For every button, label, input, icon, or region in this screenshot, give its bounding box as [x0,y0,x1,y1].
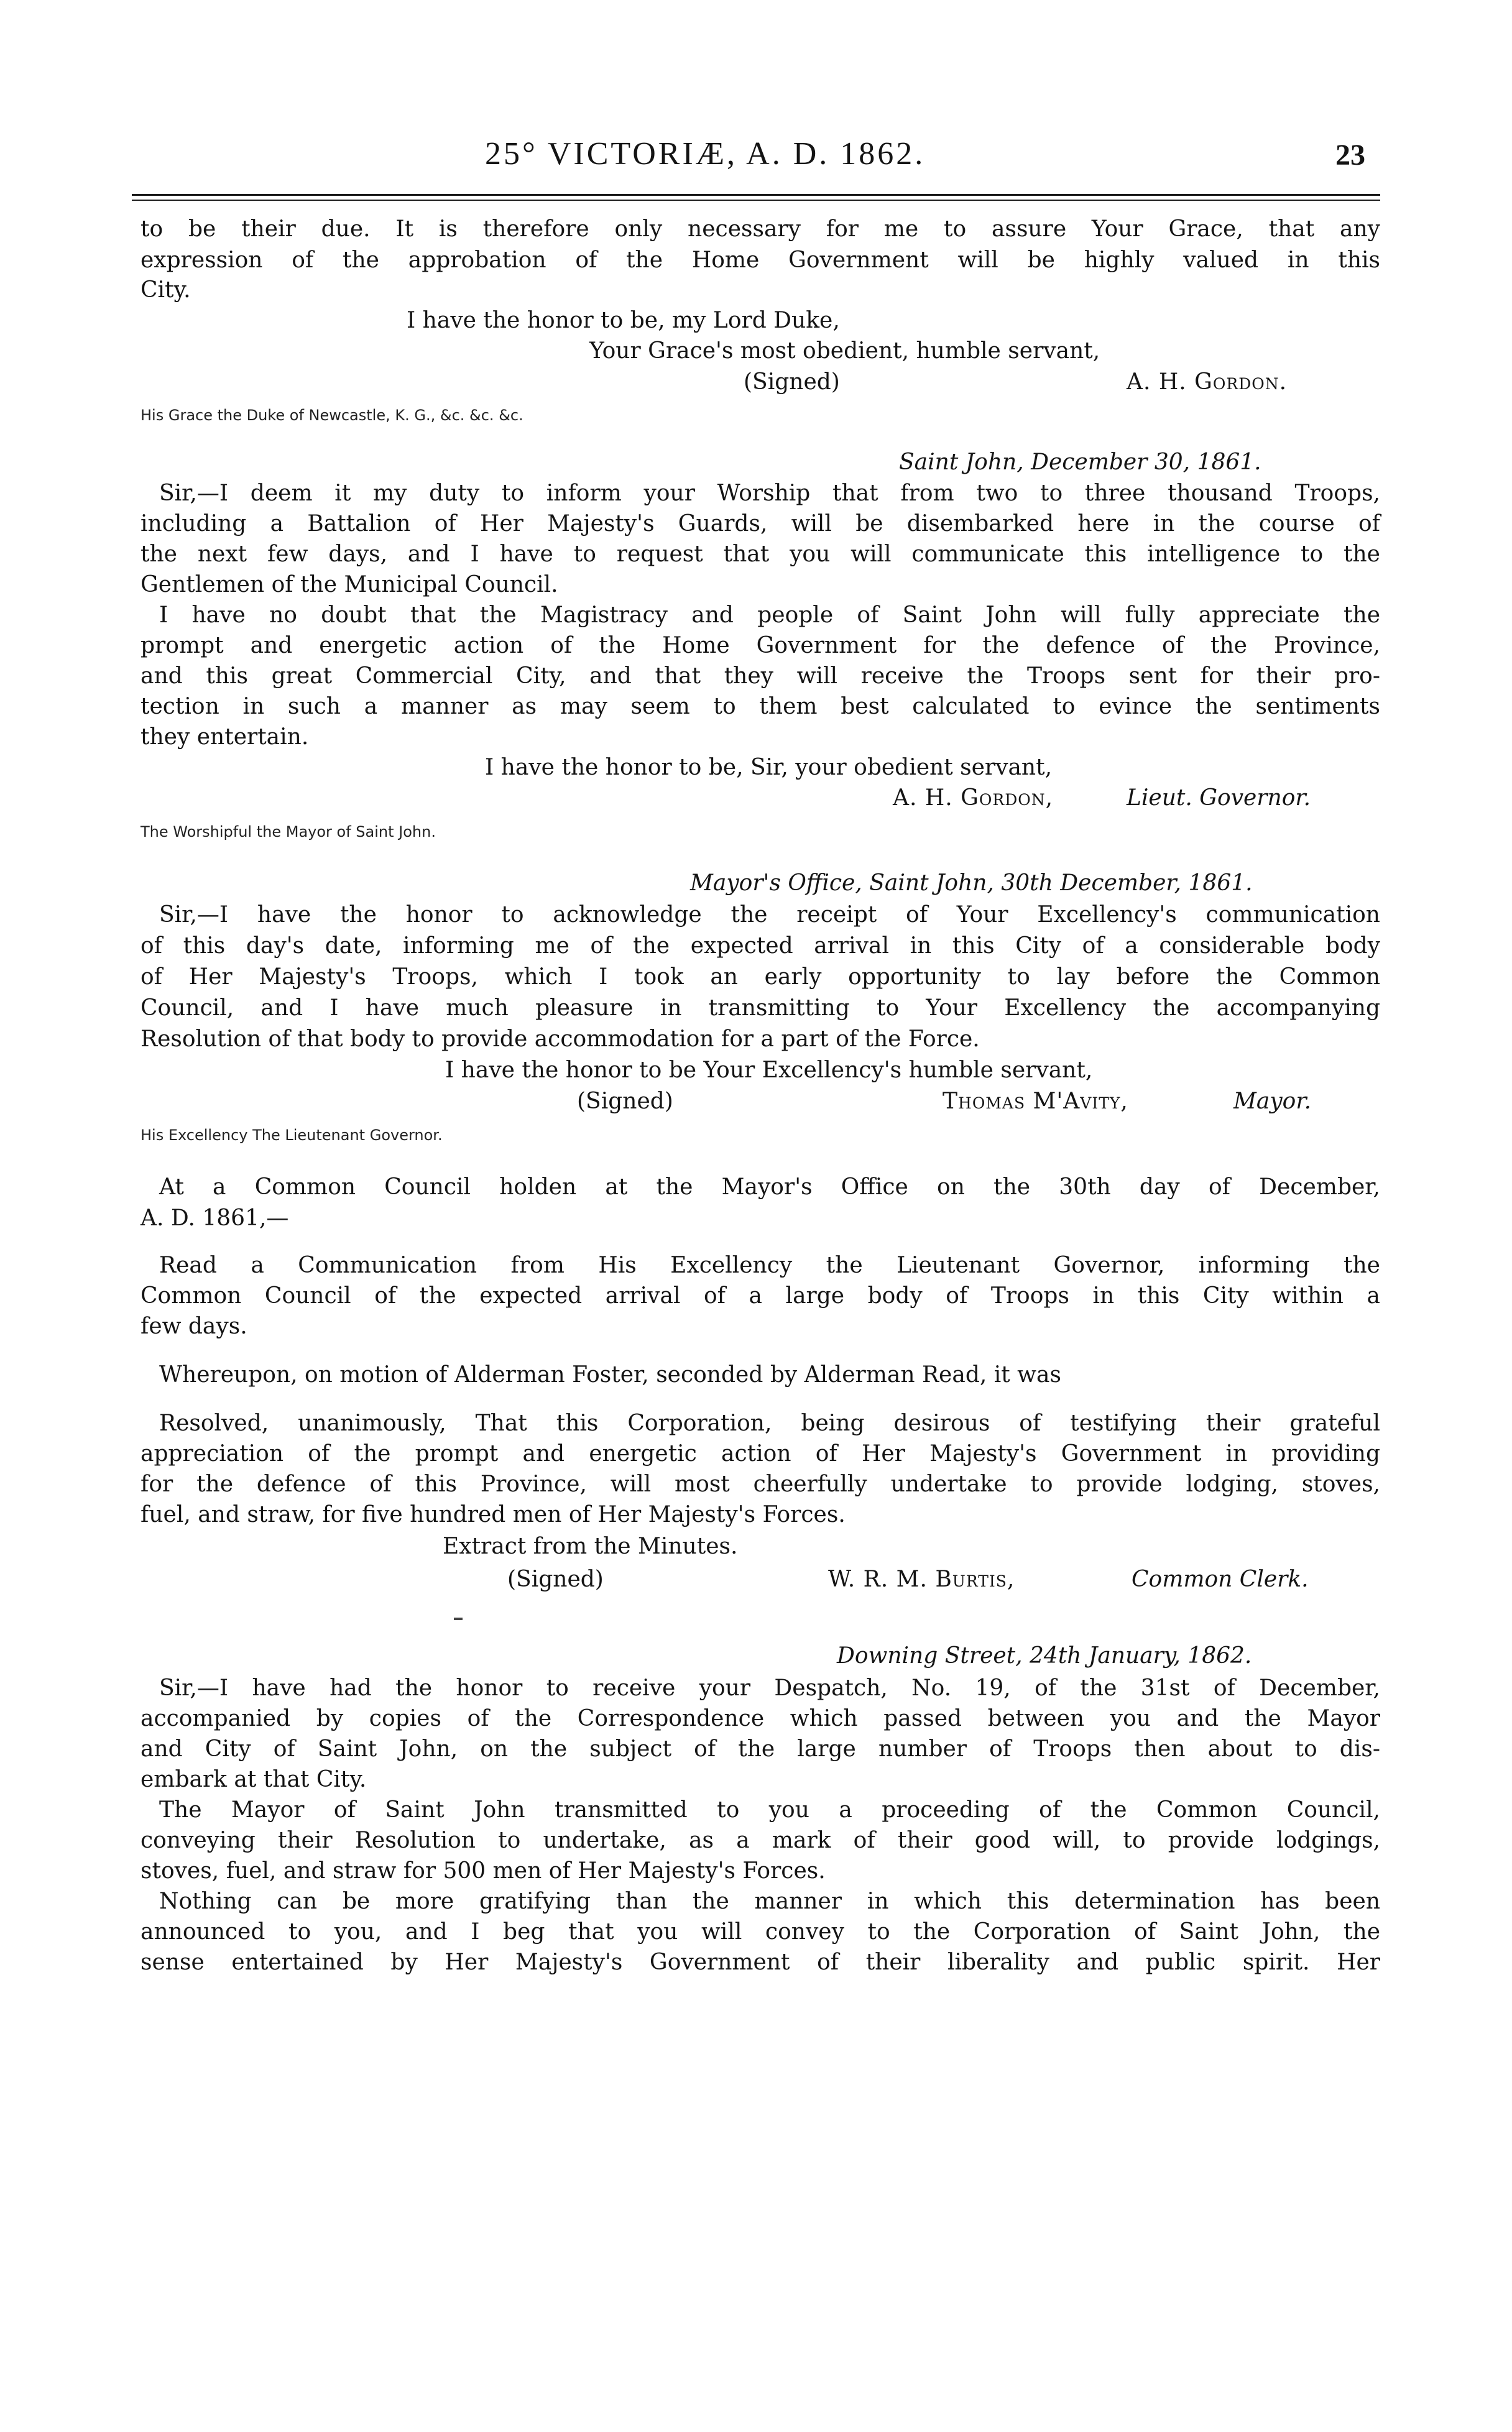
body-line: announced to you, and I beg that you will convey to the Corporation of Saint John, the [141,1919,1380,1945]
body-line: A. D. 1861,— [141,1205,289,1231]
body-line: Council, and I have much pleasure in transmitting to Your Excellency the accompanying [141,995,1380,1021]
body-line: I have no doubt that the Magistracy and people of Saint John will fully appreciate the [159,602,1380,628]
closing-line: I have the honor to be, Sir, your obedient servant, [485,755,1053,780]
body-line: The Mayor of Saint John transmitted to you a proceeding of the Common Council, [159,1797,1380,1823]
body-line: Common Council of the expected arrival of a large body of Troops in this City within a [141,1283,1380,1309]
closing-line: Your Grace's most obedient, humble servant, [589,338,1100,364]
signature-title: Lieut. Governor. [1127,785,1311,811]
body-line: tection in such a manner as may seem to them best calculated to evince the sentiments [141,694,1380,719]
body-line: few days. [141,1314,247,1339]
signature: A. H. Gordon. [1127,369,1288,395]
signature-title: Common Clerk. [1132,1567,1309,1592]
body-line: Sir,—I deem it my duty to inform your Worship that from two to three thousand Troops, [159,481,1380,506]
addressee: The Worshipful the Mayor of Saint John. [141,823,436,841]
body-line: stoves, fuel, and straw for 500 men of Her Majesty's Forces. [141,1858,826,1884]
body-line: of Her Majesty's Troops, which I took an early opportunity to lay before the Common [141,964,1380,990]
body-line: Gentlemen of the Municipal Council. [141,572,558,597]
closing-line: I have the honor to be, my Lord Duke, [407,308,840,333]
body-line: Sir,—I have the honor to acknowledge the receipt of Your Excellency's communication [159,902,1380,928]
addressee: His Grace the Duke of Newcastle, K. G., &c. &c. &c. [141,407,523,424]
signature-title: Mayor. [1233,1089,1312,1114]
body-line: At a Common Council holden at the Mayor's Office on the 30th day of December, [159,1174,1380,1200]
body-line: Nothing can be more gratifying than the manner in which this determination has been [159,1889,1380,1914]
addressee: His Excellency The Lieutenant Governor. [141,1126,443,1144]
body-line: Read a Communication from His Excellency the Lieutenant Governor, informing the [159,1253,1380,1278]
body-line: Resolution of that body to provide accommodation for a part of the Force. [141,1026,980,1052]
body-line: Resolved, unanimously, That this Corporation, being desirous of testifying their grateful [159,1411,1380,1436]
signed-label: (Signed) [744,369,840,395]
body-line: and City of Saint John, on the subject of the large number of Troops then about to dis- [141,1736,1380,1762]
dateline: Saint John, December 30, 1861. [899,449,1261,475]
body-line: of this day's date, informing me of the expected arrival in this City of a considerable body [141,933,1380,959]
extract-line: Extract from the Minutes. [443,1534,738,1559]
body-line: sense entertained by Her Majesty's Government of their liberality and public spirit. Her [141,1950,1380,1975]
body-line: Whereupon, on motion of Alderman Foster, seconded by Alderman Read, it was [159,1362,1061,1388]
header-rule-bottom [132,200,1380,201]
body-line: accompanied by copies of the Correspondence which passed between you and the Mayor [141,1706,1380,1731]
body-line: they entertain. [141,724,309,750]
body-line: to be their due. It is therefore only necessary for me to assure Your Grace, that any [141,216,1380,242]
header-rule-top [132,194,1380,196]
signed-label: (Signed) [507,1567,604,1592]
signature: A. H. Gordon, [893,785,1054,811]
section-separator [454,1618,463,1620]
running-header: 25° VICTORIÆ, A. D. 1862. [485,136,926,172]
body-line: appreciation of the prompt and energetic action of Her Majesty's Government in providing [141,1441,1380,1467]
signature: Thomas M'Avity, [943,1089,1128,1114]
body-line: for the defence of this Province, will most cheerfully undertake to provide lodging, stoves, [141,1472,1380,1497]
body-line: the next few days, and I have to request that you will communicate this intelligence to the [141,541,1380,567]
body-line: City. [141,277,191,303]
body-line: expression of the approbation of the Home Government will be highly valued in this [141,247,1380,273]
body-line: including a Battalion of Her Majesty's Guards, will be disembarked here in the course of [141,511,1380,537]
dateline: Mayor's Office, Saint John, 30th December, 1861. [690,870,1253,896]
body-line: and this great Commercial City, and that they will receive the Troops sent for their pro- [141,663,1380,689]
body-line: Sir,—I have had the honor to receive your Despatch, No. 19, of the 31st of December, [159,1675,1380,1701]
page-number: 23 [1335,139,1365,172]
closing-line: I have the honor to be Your Excellency's humble servant, [445,1057,1093,1083]
dateline: Downing Street, 24th January, 1862. [837,1643,1252,1669]
body-line: fuel, and straw, for five hundred men of Her Majesty's Forces. [141,1502,846,1527]
signature: W. R. M. Burtis, [828,1567,1015,1592]
signed-label: (Signed) [577,1089,673,1114]
body-line: conveying their Resolution to undertake, as a mark of their good will, to provide lodgings, [141,1828,1380,1853]
body-line: embark at that City. [141,1767,367,1792]
body-line: prompt and energetic action of the Home Government for the defence of the Province, [141,633,1380,658]
